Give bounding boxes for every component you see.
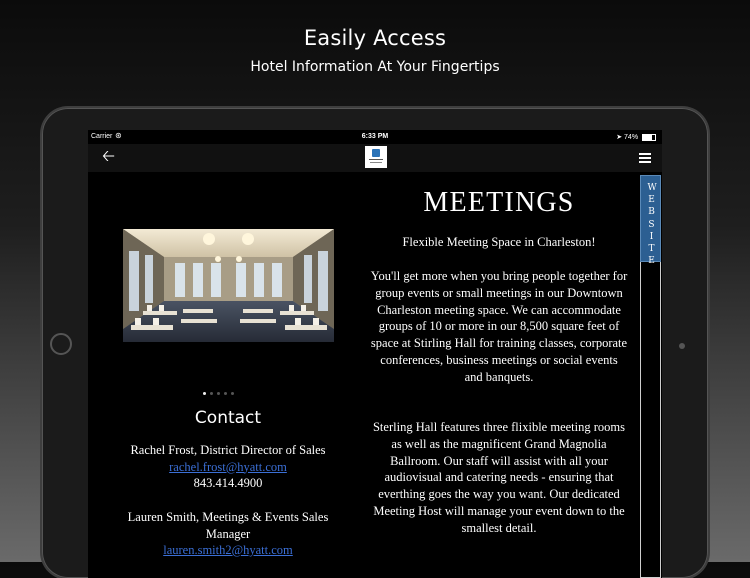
status-bar: [88, 130, 662, 144]
website-tab-rail: [640, 262, 661, 578]
back-arrow-icon[interactable]: 🡠: [102, 148, 115, 165]
website-tab-label: [641, 182, 662, 267]
hotel-logo[interactable]: [365, 146, 387, 168]
meeting-room-image: [123, 229, 334, 342]
contact-card-2: [108, 509, 348, 559]
contact-card-1: [108, 442, 348, 492]
contact-email-link[interactable]: lauren.smith2@hyatt.com: [163, 543, 293, 557]
status-time: 6:33 PM: [361, 133, 389, 140]
gallery-dot[interactable]: [224, 392, 227, 395]
gallery-dot[interactable]: [217, 392, 220, 395]
menu-bar: [639, 161, 651, 163]
logo-line: [369, 159, 383, 160]
menu-bar: [639, 157, 651, 159]
menu-bar: [639, 153, 651, 155]
status-right: [616, 133, 656, 141]
gallery-page-indicator[interactable]: [203, 392, 253, 398]
contact-name-title: Lauren Smith, Meetings & Events Sales Manager: [127, 510, 329, 541]
meetings-paragraph-1: You'll get more when you bring people together for group events or small meetings in our Downtown Charleston meeting space. We can accommodate groups of 10 or more in our 8,500 square feet of space at Stirling Hall for training classes, corporate conferences, business meetings or social events and banquets.: [370, 269, 628, 384]
logo-line: [370, 162, 382, 163]
nav-bar: [88, 144, 662, 172]
logo-mark-icon: [372, 149, 380, 157]
camera-icon: [679, 343, 685, 349]
website-tab[interactable]: [640, 175, 661, 578]
gallery-dot[interactable]: [203, 392, 206, 395]
carrier-label: Carrier: [91, 133, 113, 140]
wifi-icon: ⊛: [115, 131, 122, 140]
promo-title: Easily Access: [303, 26, 447, 50]
home-button[interactable]: [50, 333, 72, 355]
meetings-tagline: Flexible Meeting Space in Charleston!: [402, 235, 596, 249]
gallery-dot[interactable]: [210, 392, 213, 395]
location-icon: ➤: [616, 134, 623, 141]
hamburger-menu-icon[interactable]: [639, 153, 651, 163]
contact-email-link[interactable]: rachel.frost@hyatt.com: [169, 459, 287, 474]
contact-heading: Contact: [194, 408, 262, 428]
meetings-paragraph-2: Sterling Hall features three flixible meeting rooms as well as the magnificent Grand Magnolia Ballroom. Our staff will assist with all your audiovisual and catering needs - ensuring that everthing goes the way you want. Our dedicated Meeting Host will manage your event down to the smallest detail.: [372, 420, 625, 535]
gallery-dot[interactable]: [231, 392, 234, 395]
contact-phone[interactable]: 843.414.4900: [193, 476, 263, 490]
battery-icon: [642, 134, 656, 141]
contact-name-title: Rachel Frost, District Director of Sales: [130, 443, 326, 457]
meeting-room-photo[interactable]: [123, 229, 334, 342]
website-tab-text: WEBSITE: [647, 183, 657, 267]
meetings-title: MEETINGS: [423, 187, 575, 218]
battery-percent: 74%: [624, 134, 639, 141]
tablet-frame: [42, 108, 708, 578]
app-screen: [88, 130, 662, 578]
website-tab-label-box[interactable]: [640, 175, 661, 267]
promo-subtitle: Hotel Information At Your Fingertips: [250, 59, 500, 75]
